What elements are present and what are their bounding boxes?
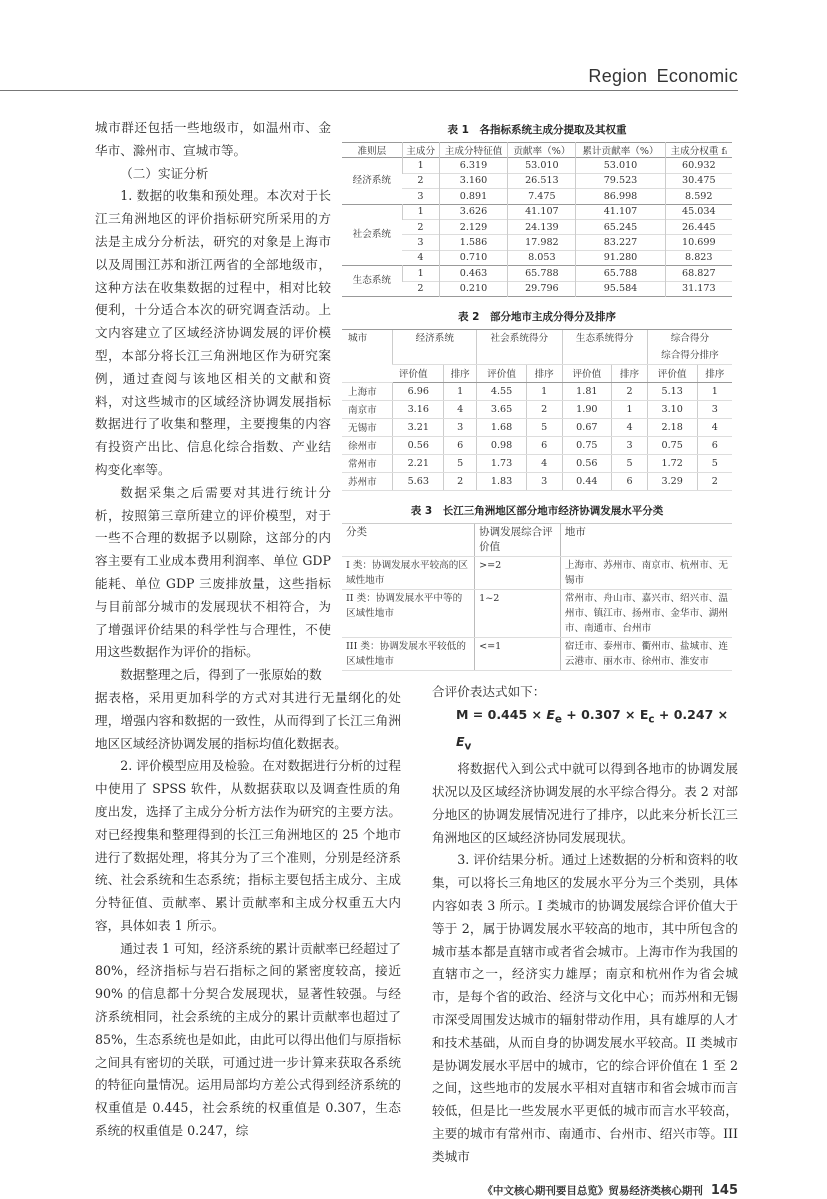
table-cell: 0.56 [562, 454, 612, 472]
table-cell: 徐州市 [342, 436, 393, 454]
table-cell: 0.210 [439, 281, 508, 296]
table-cell: 65.788 [508, 266, 576, 281]
table-cell: 0.463 [439, 266, 508, 281]
table-row [342, 382, 732, 400]
table-cell: 68.827 [665, 266, 732, 281]
table-cell: 5 [526, 418, 562, 436]
table-cell: 2 [417, 221, 424, 233]
journal-name: 《中文核心期刊要目总览》贸易经济类核心期刊 [482, 1184, 703, 1197]
table-row [342, 556, 732, 589]
table-cell: 65.245 [576, 219, 665, 234]
table-cell: 2.21 [393, 454, 444, 472]
table-cell: 1 [444, 382, 477, 400]
table-row [342, 454, 732, 472]
column-subheader: 评价值 [393, 364, 444, 382]
header-rule [0, 90, 738, 91]
table-cell: >=2 [475, 556, 561, 589]
table-cell: 3 [612, 436, 648, 454]
table-cell: 6 [444, 436, 477, 454]
formula-var: E [456, 734, 465, 749]
table-cell: 0.67 [562, 418, 612, 436]
table-cell: 6.319 [439, 158, 508, 173]
table-cell: 3 [417, 190, 424, 202]
column-header: 主成分 [402, 143, 439, 158]
table-cell: 3 [697, 400, 732, 418]
table-cell: 6 [526, 436, 562, 454]
table1 [342, 142, 732, 297]
table-cell: 0.98 [477, 436, 527, 454]
table-cell: 1 [402, 266, 439, 281]
paragraph: 数据整理之后，得到了一张原始的数 [120, 667, 322, 683]
table-cell: I 类：协调发展水平较高的区域性地市 [342, 556, 475, 589]
table-cell: 53.010 [576, 158, 665, 173]
table-cell: 3.16 [393, 400, 444, 418]
table-cell: 常州市、舟山市、嘉兴市、绍兴市、温州市、镇江市、扬州市、金华市、湖州市、南通市、台州市 [560, 589, 732, 637]
section-heading: （二）实证分析 [120, 165, 209, 181]
column-header: 城市 [342, 329, 393, 382]
column-subheader: 评价值 [647, 364, 697, 382]
table-cell: 1 [612, 400, 648, 418]
right-flow [342, 122, 738, 1199]
column-header [647, 329, 732, 364]
table-row [342, 204, 732, 219]
table-cell: 5 [697, 454, 732, 472]
column-header: 累计贡献率（%） [576, 143, 665, 158]
table-cell: 4 [444, 400, 477, 418]
table-cell: 3.626 [439, 204, 508, 219]
table-cell: 83.227 [576, 235, 665, 250]
right-column [432, 681, 738, 1169]
table-cell: 3 [444, 418, 477, 436]
column-subheader: 排序 [526, 364, 562, 382]
table-cell: 30.475 [665, 173, 732, 188]
table-cell: 41.107 [508, 204, 576, 219]
table-cell: 上海市、苏州市、南京市、杭州市、无锡市 [560, 556, 732, 589]
column-header: 贡献率（%） [508, 143, 576, 158]
column-subheader: 排序 [697, 364, 732, 382]
column-subheader: 评价值 [562, 364, 612, 382]
footer [432, 1183, 738, 1199]
table-cell: 0.75 [562, 436, 612, 454]
table-cell: 苏州市 [342, 472, 393, 490]
paragraph: 通过表 1 可知，经济系统的累计贡献率已经超过了 80%，经济指标与岩石指标之间的紧密度较高，接近 90% 的信息都十分契合发展现状，显著性较强。与经济系统相同，社会系统的主成分的累计贡献率也超过了 85%，生态系统也是如此，由此可以得出他们与原指标之间具有密切的关联，可通过进一步计算来获取各系统的特征向量情况。运用局部均方差公式得到经济系统的权重值是 0.445，社会系统的权重值是 0.307，生态系统的权重值是 0.247，综 [95, 940, 401, 1139]
table-cell: 29.796 [508, 281, 576, 296]
table-cell: 8.592 [665, 189, 732, 204]
table-cell: 8.053 [508, 250, 576, 265]
table-cell: 上海市 [342, 382, 393, 400]
table-cell: <=1 [475, 637, 561, 670]
table-cell: 5.13 [647, 382, 697, 400]
table-cell: 3.10 [647, 400, 697, 418]
table-cell: 3.29 [647, 472, 697, 490]
table-cell: 79.523 [576, 173, 665, 188]
table-cell: 45.034 [665, 204, 732, 219]
table-cell: 3.160 [439, 173, 508, 188]
table-row [342, 472, 732, 490]
table-cell: 4 [417, 252, 424, 264]
table-cell: 3.21 [393, 418, 444, 436]
table-row [342, 158, 732, 173]
table-cell: 91.280 [576, 250, 665, 265]
running-title: Region Economic [588, 66, 738, 86]
group-label: 生态系统 [352, 275, 392, 287]
table-cell: 31.173 [665, 281, 732, 296]
table-cell: 26.445 [665, 219, 732, 234]
table-subheader-row [342, 364, 732, 382]
formula-part: + 0.247 × [654, 706, 729, 722]
formula-sub: v [464, 740, 472, 753]
paragraph: 将数据代入到公式中就可以得到各地市的协调发展状况以及区域经济协调发展的水平综合得分。表 2 对部分地区的协调发展情况进行了排序，以此来分析长江三角洲地区的区域经济协同发展现状。 [432, 761, 738, 845]
column-header: 地市 [560, 523, 732, 556]
table-cell: 4 [526, 454, 562, 472]
table-cell: III 类：协调发展水平较低的区域性地市 [342, 637, 475, 670]
table-cell: 65.788 [576, 266, 665, 281]
table3-caption: 表 3 长江三角洲地区部分地市经济协调发展水平分类 [410, 504, 664, 517]
table-row [342, 266, 732, 281]
table-cell: 3 [417, 237, 424, 249]
column-header: 生态系统得分 [562, 329, 647, 364]
table-cell: 95.584 [576, 281, 665, 296]
table-row [342, 637, 732, 670]
table-cell: 常州市 [342, 454, 393, 472]
table-row [342, 418, 732, 436]
table-cell: 1 [402, 204, 439, 219]
table-cell: 1 [526, 382, 562, 400]
paragraph: 数据采集之后需要对其进行统计分析，按照第三章所建立的评价模型，对于一些不合理的数据予以剔除，这部分的内容主要有工业成本费用利润率、单位 GDP 能耗、单位 GDP 三废排放量，这些指标与目前部分城市的发展现状不相符合，为了增强评价结果的科学性与合理性，不使用这些数据作为评价的指标。 [95, 484, 331, 660]
table-cell: 17.982 [508, 235, 576, 250]
table-cell: 宿迁市、泰州市、衢州市、盐城市、连云港市、丽水市、徐州市、淮安市 [560, 637, 732, 670]
table-cell: 1.73 [477, 454, 527, 472]
paragraph: 2. 评价模型应用及检验。在对数据进行分析的过程中使用了 SPSS 软件，从数据获取以及调查性质的角度出发，选择了主成分分析方法作为研究的主要方法。对已经搜集和整理得到的长江三角洲地区的 25 个地市进行了数据处理，将其分为了三个准则，分别是经济系统、社会系统和生态系统；指标主要包括主成分、主成分特征值、贡献率、累计贡献率和主成分权重五大内容，具体如表 1 所示。 [95, 758, 401, 933]
paragraph: 据表格，采用更加科学的方式对其进行无量纲化的处理，增强内容和数据的一致性，从而得到了长江三角洲地区区域经济协调发展的指标均值化数据表。 [95, 689, 401, 751]
table-cell: 8.823 [665, 250, 732, 265]
table-cell: 2 [526, 400, 562, 418]
table-cell: 5 [612, 454, 648, 472]
paragraph: 3. 评价结果分析。通过上述数据的分析和资料的收集，可以将长三角地区的发展水平分为三个类别，具体内容如表 3 所示。I 类城市的协调发展综合评价值大于等于 2，属于协调发展水平较高的地市，其中所包含的城市基本都是直辖市或者省会城市。上海市作为我国的直辖市之一，经济实力雄厚；南京和杭州作为省会城市，是每个省的政治、经济与文化中心；而苏州和无锡市深受周围发达城市的辐射带动作用，具有雄厚的人才和技术基础，从而自身的协调发展水平较高。II 类城市是协调发展水平居中的城市，它的综合评价值在 1 至 2 之间，这些地市的发展水平相对直辖市和省会城市而言较低，但是比一些发展水平更低的城市而言水平较高，主要的城市有常州市、南通市、台州市、绍兴市等。III 类城市 [432, 852, 738, 1164]
table-cell: 4 [697, 418, 732, 436]
table3 [342, 523, 732, 671]
table-cell: 1.586 [439, 235, 508, 250]
column-header: 准则层 [357, 146, 387, 158]
table-cell: 1.83 [477, 472, 527, 490]
table-cell: 1 [697, 382, 732, 400]
table-cell: 2 [417, 175, 424, 187]
column-header-line: 综合得分 [670, 332, 710, 344]
formula-sub: c [648, 713, 655, 726]
table-cell: 3 [526, 472, 562, 490]
column-header: 分类 [342, 523, 475, 556]
table-cell: 10.699 [665, 235, 732, 250]
paragraph: 城市群还包括一些地级市，如温州市、金华市、滁州市、宣城市等。 [95, 120, 331, 158]
column-header: 经济系统 [393, 329, 477, 364]
page-number: 145 [710, 1182, 738, 1198]
table-cell: 南京市 [342, 400, 393, 418]
table-cell: 2.129 [439, 219, 508, 234]
column-header: 社会系统得分 [477, 329, 562, 364]
table-cell: 1~2 [475, 589, 561, 637]
table-row [342, 436, 732, 454]
table-cell: 2.18 [647, 418, 697, 436]
table-cell: 0.710 [439, 250, 508, 265]
paragraph: 合评价表达式如下： [432, 683, 546, 699]
table-cell: 2 [417, 283, 424, 295]
group-label: 经济系统 [352, 174, 392, 186]
table-header-row [342, 329, 732, 364]
table-header-row [342, 523, 732, 556]
column-header: 主成分权重 fᵢ [665, 143, 732, 158]
table-cell: 7.475 [508, 189, 576, 204]
table-cell: 4 [612, 418, 648, 436]
table-cell: 2 [444, 472, 477, 490]
column-header: 协调发展综合评价值 [475, 523, 561, 556]
table-cell: 0.75 [647, 436, 697, 454]
table-cell: 1.68 [477, 418, 527, 436]
table-cell: 0.891 [439, 189, 508, 204]
table-header-row [342, 143, 732, 158]
table-cell: 4.55 [477, 382, 527, 400]
table-cell: 60.932 [665, 158, 732, 173]
left-narrow-column [95, 117, 331, 687]
column-subheader: 排序 [444, 364, 477, 382]
table-cell: 5.63 [393, 472, 444, 490]
table1-caption: 表 1 各指标系统主成分提取及其权重 [447, 124, 627, 136]
table-cell: 6 [612, 472, 648, 490]
table-cell: 3.65 [477, 400, 527, 418]
table-cell: II 类：协调发展水平中等的区域性地市 [342, 589, 475, 637]
formula-var: E [546, 706, 555, 722]
table-cell: 2 [697, 472, 732, 490]
table-cell: 26.513 [508, 173, 576, 188]
table2-caption: 表 2 部分地市主成分得分及排序 [458, 310, 616, 323]
table-cell: 0.56 [393, 436, 444, 454]
table-cell: 24.139 [508, 219, 576, 234]
table-cell: 1.90 [562, 400, 612, 418]
formula-sub: e [554, 713, 562, 726]
table-cell: 1.81 [562, 382, 612, 400]
column-header: 主成分特征值 [439, 143, 508, 158]
formula-part: + 0.307 × E [561, 706, 649, 722]
column-header-line: 综合得分排序 [661, 349, 719, 361]
table-row [342, 400, 732, 418]
table-cell: 2 [612, 382, 648, 400]
formula-part: M = 0.445 × [456, 706, 547, 722]
table-cell: 41.107 [576, 204, 665, 219]
table-cell: 0.44 [562, 472, 612, 490]
table2 [342, 329, 732, 491]
table-cell: 53.010 [508, 158, 576, 173]
column-subheader: 评价值 [477, 364, 527, 382]
table-row [342, 589, 732, 637]
table-cell: 6.96 [393, 382, 444, 400]
formula [432, 704, 738, 759]
table-cell: 无锡市 [342, 418, 393, 436]
group-label: 社会系统 [352, 228, 392, 240]
paragraph: 1. 数据的收集和预处理。本次对于长江三角洲地区的评价指标研究所采用的方法是主成分分析法，研究的对象是上海市以及周围江苏和浙江两省的全部地级市，这种方法在收集数据的过程中，相对比较便利，十分适合本次的研究调查活动。上文内容建立了区域经济协调发展的评价模型，本部分将长江三角洲地区作为研究案例，通过查阅与该地区相关的文献和资料，对这些城市的区域经济协调发展指标数据进行了收集和整理，主要搜集的内容有投资产出比、信息化综合指数、产业结构变化率等。 [95, 188, 331, 477]
table-cell: 6 [697, 436, 732, 454]
table-cell: 1.72 [647, 454, 697, 472]
table-cell: 86.998 [576, 189, 665, 204]
table-cell: 1 [402, 158, 439, 173]
column-subheader: 排序 [612, 364, 648, 382]
table-cell: 5 [444, 454, 477, 472]
